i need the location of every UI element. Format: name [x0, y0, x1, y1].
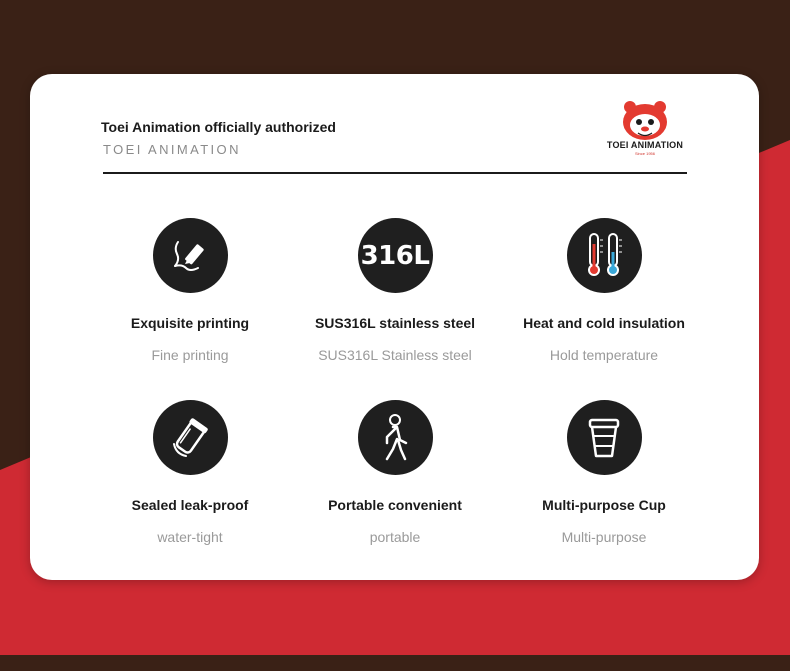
thermometer-icon: [580, 230, 628, 282]
feature-icon-circle: [153, 400, 228, 475]
steel-316l-icon: 316L: [360, 240, 430, 271]
feature-card: [30, 74, 759, 580]
feature-subtitle: SUS316L Stainless steel: [318, 347, 472, 363]
feature-exquisite-printing: [90, 218, 290, 363]
feature-title: SUS316L stainless steel: [314, 315, 476, 331]
feature-title: Exquisite printing: [130, 315, 250, 331]
feature-title: Sealed leak-proof: [131, 497, 249, 513]
sealed-bottle-icon: [166, 414, 214, 462]
brand-title: Toei Animation officially authorized: [101, 119, 336, 135]
toei-logo: [600, 98, 690, 158]
feature-icon-circle: [358, 218, 433, 293]
feature-portable: [295, 400, 495, 545]
feature-icon-circle: [358, 400, 433, 475]
brand-subtitle: TOEI ANIMATION: [103, 142, 241, 157]
feature-icon-circle: [567, 400, 642, 475]
cup-icon: [582, 414, 626, 462]
feature-subtitle: water-tight: [157, 529, 223, 545]
walking-person-icon: [373, 413, 417, 463]
feature-multi-purpose: [504, 400, 704, 545]
toei-cat-logo-icon: [600, 98, 690, 142]
logo-since: Since 1956: [634, 151, 655, 156]
feature-icon-circle: [153, 218, 228, 293]
feature-stainless-steel: [295, 218, 495, 363]
header-divider: [103, 172, 687, 174]
feature-title: Heat and cold insulation: [523, 315, 685, 331]
feature-title: Multi-purpose Cup: [542, 497, 666, 513]
feature-subtitle: Multi-purpose: [561, 529, 647, 545]
feature-insulation: [504, 218, 704, 363]
feature-subtitle: Hold temperature: [549, 347, 659, 363]
printing-pen-icon: [168, 234, 212, 278]
feature-subtitle: portable: [369, 529, 421, 545]
logo-text: TOEI ANIMATION: [606, 140, 684, 150]
feature-sealed-leak-proof: [90, 400, 290, 545]
feature-title: Portable convenient: [328, 497, 462, 513]
feature-subtitle: Fine printing: [151, 347, 229, 363]
feature-icon-circle: [567, 218, 642, 293]
